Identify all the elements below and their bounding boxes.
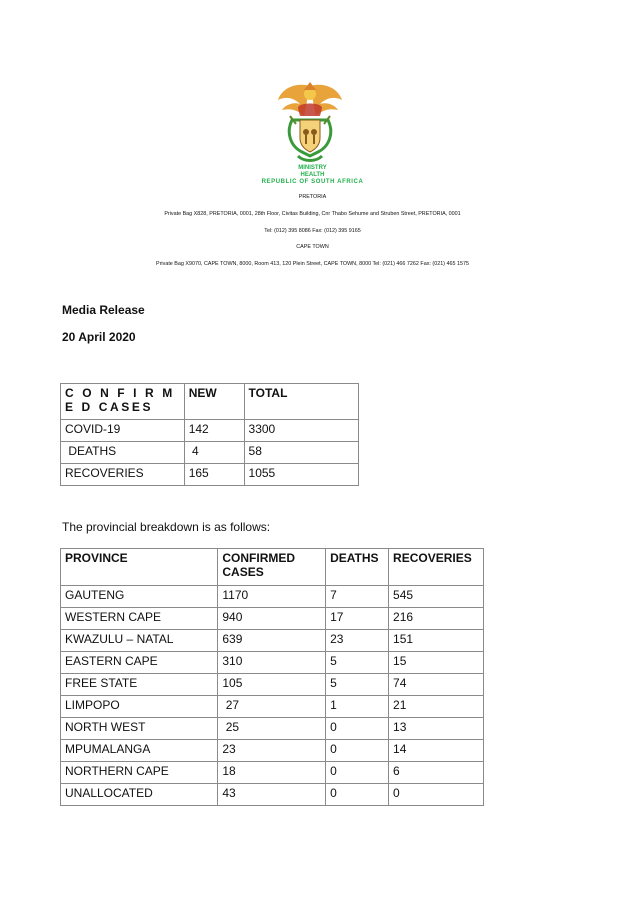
column-header: NEW <box>184 384 244 420</box>
table-header-row <box>61 549 484 586</box>
table-row <box>61 718 484 740</box>
table-cell: RECOVERIES <box>61 464 185 486</box>
table-cell: 1055 <box>244 464 358 486</box>
table-cell: COVID-19 <box>61 420 185 442</box>
table-cell: 940 <box>218 608 326 630</box>
table-row <box>61 630 484 652</box>
table-cell: 0 <box>326 784 389 806</box>
table-cell: FREE STATE <box>61 674 218 696</box>
table-cell: NORTH WEST <box>61 718 218 740</box>
column-header: DEATHS <box>326 549 389 586</box>
table-cell: 74 <box>389 674 484 696</box>
table-row <box>61 740 484 762</box>
table-cell: 3300 <box>244 420 358 442</box>
table-cell: 105 <box>218 674 326 696</box>
table-row <box>61 762 484 784</box>
table-row <box>61 442 359 464</box>
table-cell: 165 <box>184 464 244 486</box>
table-cell: 5 <box>326 652 389 674</box>
table-cell: 545 <box>389 586 484 608</box>
table-cell: 23 <box>326 630 389 652</box>
table-row <box>61 784 484 806</box>
table-cell: 1170 <box>218 586 326 608</box>
table-cell: 23 <box>218 740 326 762</box>
table-cell: WESTERN CAPE <box>61 608 218 630</box>
table-cell: 151 <box>389 630 484 652</box>
ministry-label: MINISTRY <box>298 165 327 171</box>
table-header-row <box>61 384 359 420</box>
table-row <box>61 586 484 608</box>
table-cell: 14 <box>389 740 484 762</box>
address-cape-town: Private Bag X9070, CAPE TOWN, 8000, Room 413, 120 Plein Street, CAPE TOWN, 8000 Tel: (021) 466 7262 Fax: (021) 465 1575 <box>156 261 469 267</box>
table-cell: KWAZULU – NATAL <box>61 630 218 652</box>
table-cell: DEATHS <box>61 442 185 464</box>
address-pretoria: Private Bag X828, PRETORIA, 0001, 28th Floor, Civitas Building, Cnr Thabo Sehume and Struben Street, PRETORIA, 0001 <box>164 211 461 217</box>
table-row <box>61 608 484 630</box>
table-cell: 310 <box>218 652 326 674</box>
table-cell: EASTERN CAPE <box>61 652 218 674</box>
table-row <box>61 420 359 442</box>
table-cell: 21 <box>389 696 484 718</box>
table-cell: 7 <box>326 586 389 608</box>
country-label: REPUBLIC OF SOUTH AFRICA <box>261 179 364 185</box>
table-cell: 18 <box>218 762 326 784</box>
city-pretoria: PRETORIA <box>298 194 327 200</box>
column-header: TOTAL <box>244 384 358 420</box>
table-cell: 4 <box>184 442 244 464</box>
table-cell: 0 <box>326 762 389 784</box>
table-cell: 43 <box>218 784 326 806</box>
table-cell: 1 <box>326 696 389 718</box>
table-cell: 216 <box>389 608 484 630</box>
table-row <box>61 696 484 718</box>
phone-pretoria: Tel: (012) 395 8086 Fax: (012) 395 9165 <box>264 228 361 234</box>
province-table <box>60 548 484 806</box>
table-cell: 25 <box>218 718 326 740</box>
release-type: Media Release <box>62 303 145 317</box>
table-row <box>61 464 359 486</box>
column-header: PROVINCE <box>61 549 218 586</box>
table-cell: 13 <box>389 718 484 740</box>
table-cell: 17 <box>326 608 389 630</box>
table-cell: 27 <box>218 696 326 718</box>
column-header: CONFIRMED CASES <box>218 549 326 586</box>
table-cell: NORTHERN CAPE <box>61 762 218 784</box>
table-cell: 15 <box>389 652 484 674</box>
coat-of-arms-icon <box>276 80 344 164</box>
table-cell: 0 <box>326 740 389 762</box>
provincial-intro: The provincial breakdown is as follows: <box>62 520 271 534</box>
table-cell: GAUTENG <box>61 586 218 608</box>
column-header: RECOVERIES <box>389 549 484 586</box>
table-cell: UNALLOCATED <box>61 784 218 806</box>
column-header: C O N F I R M E D CASES <box>61 384 185 420</box>
table-cell: 6 <box>389 762 484 784</box>
table-cell: 0 <box>389 784 484 806</box>
release-date: 20 April 2020 <box>62 330 136 344</box>
table-cell: 0 <box>326 718 389 740</box>
table-cell: 639 <box>218 630 326 652</box>
table-cell: LIMPOPO <box>61 696 218 718</box>
table-cell: MPUMALANGA <box>61 740 218 762</box>
table-row <box>61 652 484 674</box>
summary-table <box>60 383 359 486</box>
table-cell: 58 <box>244 442 358 464</box>
table-row <box>61 674 484 696</box>
city-cape-town: CAPE TOWN <box>296 244 329 250</box>
department-label: HEALTH <box>300 172 325 178</box>
table-cell: 142 <box>184 420 244 442</box>
table-cell: 5 <box>326 674 389 696</box>
